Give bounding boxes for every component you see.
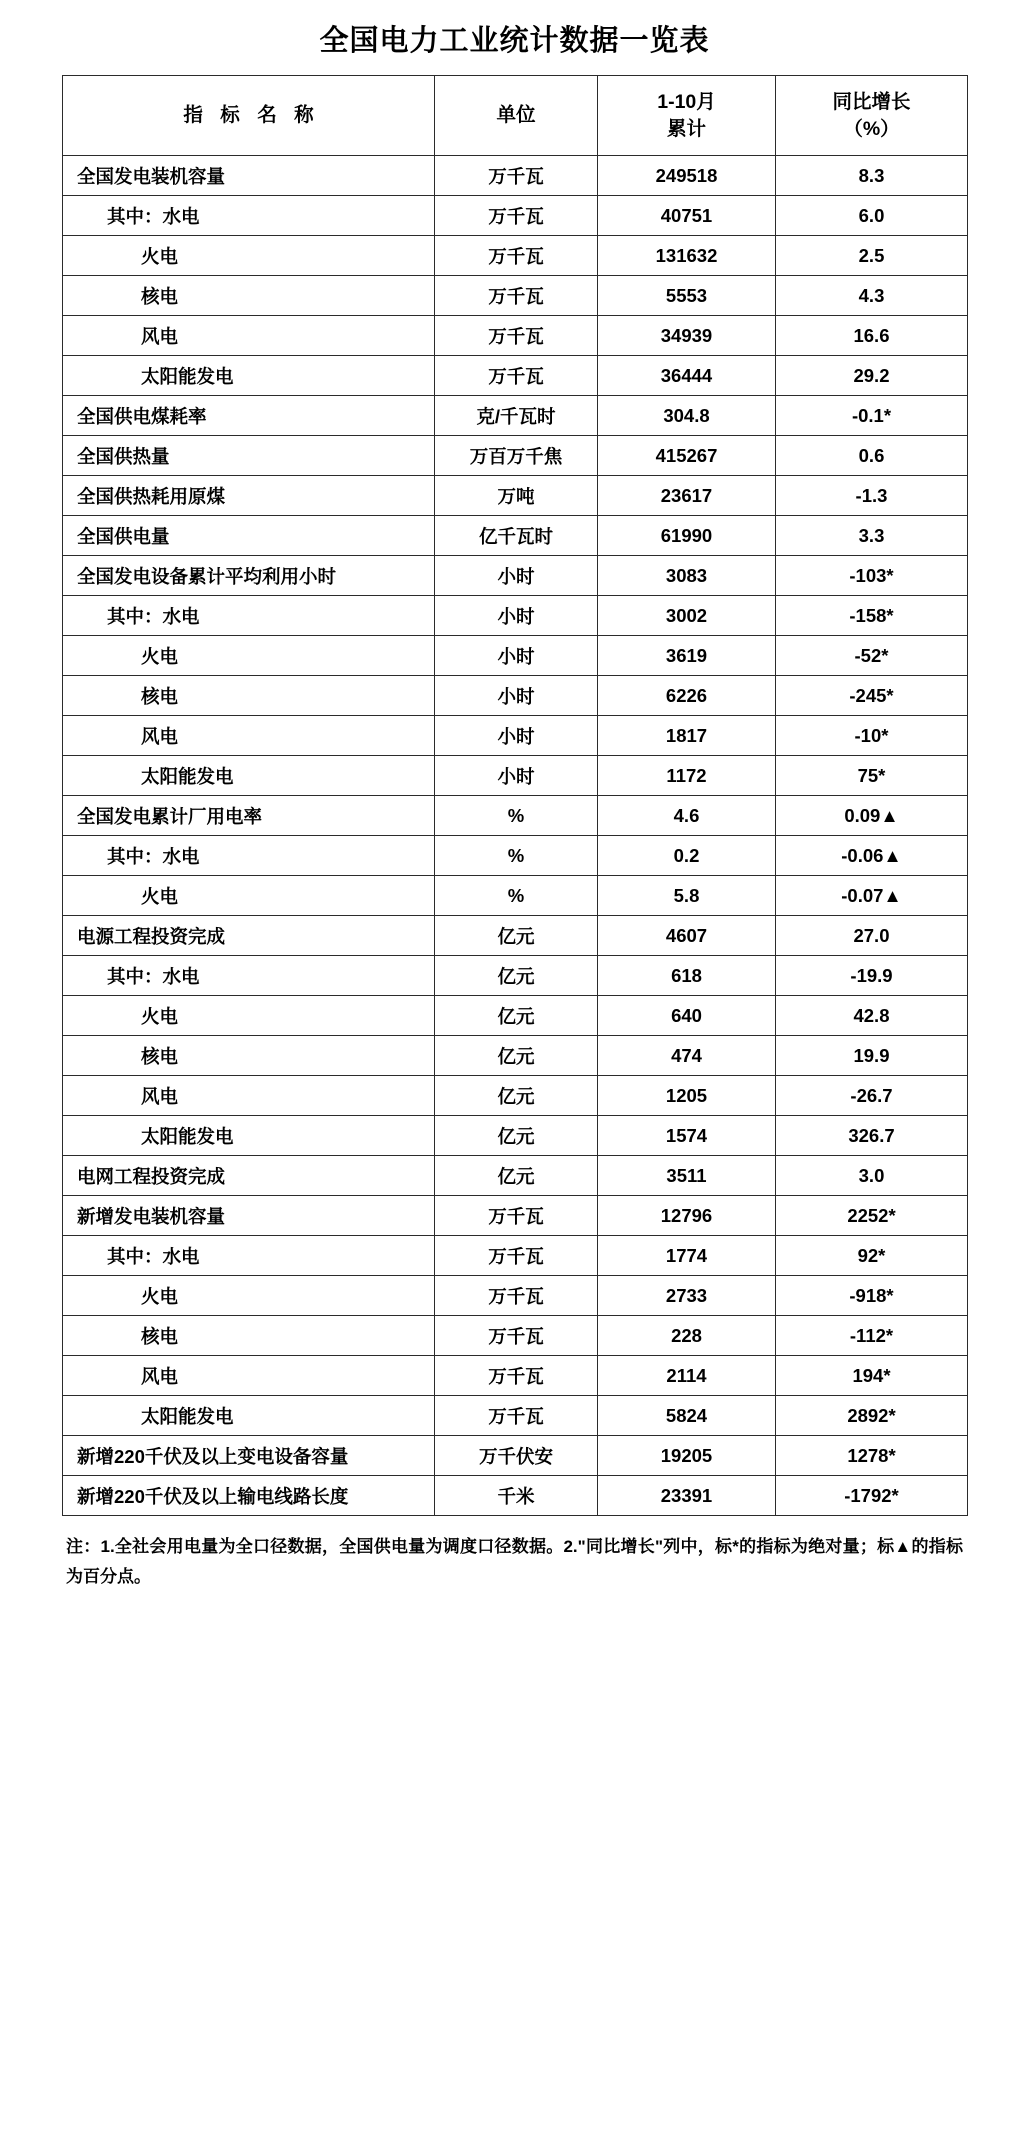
cell-yoy: -0.06▲ [776, 836, 968, 876]
cell-yoy: 3.0 [776, 1156, 968, 1196]
table-row [63, 716, 968, 756]
cell-value: 4607 [598, 916, 776, 956]
table-header [63, 76, 968, 156]
cell-value: 1574 [598, 1116, 776, 1156]
column-header-yoy-line1: 同比增长 [832, 91, 911, 114]
cell-value: 3002 [598, 596, 776, 636]
cell-indicator-name: 全国发电累计厂用电率 [63, 796, 435, 836]
table-row [63, 1196, 968, 1236]
cell-value: 34939 [598, 316, 776, 356]
cell-unit: 万千瓦 [435, 316, 598, 356]
cell-yoy: 4.3 [776, 276, 968, 316]
cell-yoy: 92* [776, 1236, 968, 1276]
cell-indicator-name: 全国供电量 [63, 516, 435, 556]
cell-unit: 万千瓦 [435, 276, 598, 316]
cell-yoy: 42.8 [776, 996, 968, 1036]
cell-unit: 万千瓦 [435, 1196, 598, 1236]
cell-value: 23391 [598, 1476, 776, 1516]
cell-value: 249518 [598, 156, 776, 196]
cell-indicator-name: 全国供热量 [63, 436, 435, 476]
cell-indicator-name: 全国发电设备累计平均利用小时 [63, 556, 435, 596]
power-statistics-table [62, 75, 968, 1516]
cell-indicator-name: 风电 [63, 316, 435, 356]
cell-indicator-name: 新增220千伏及以上变电设备容量 [63, 1436, 435, 1476]
header-row [63, 76, 968, 156]
table-row [63, 1156, 968, 1196]
cell-unit: 万千瓦 [435, 356, 598, 396]
cell-value: 131632 [598, 236, 776, 276]
document-page [0, 18, 1029, 1616]
cell-yoy: 16.6 [776, 316, 968, 356]
cell-yoy: 3.3 [776, 516, 968, 556]
table-row [63, 1476, 968, 1516]
cell-value: 4.6 [598, 796, 776, 836]
table-row [63, 436, 968, 476]
cell-unit: 亿元 [435, 1076, 598, 1116]
table-row [63, 916, 968, 956]
table-row [63, 1076, 968, 1116]
cell-yoy: 8.3 [776, 156, 968, 196]
table-row [63, 1436, 968, 1476]
cell-unit: 亿元 [435, 1036, 598, 1076]
table-row [63, 1276, 968, 1316]
cell-value: 12796 [598, 1196, 776, 1236]
cell-yoy: -0.07▲ [776, 876, 968, 916]
cell-indicator-name: 风电 [63, 716, 435, 756]
cell-value: 5.8 [598, 876, 776, 916]
cell-indicator-name: 核电 [63, 276, 435, 316]
cell-unit: 万千伏安 [435, 1436, 598, 1476]
cell-value: 1774 [598, 1236, 776, 1276]
cell-value: 228 [598, 1316, 776, 1356]
table-row [63, 876, 968, 916]
cell-yoy: -158* [776, 596, 968, 636]
column-header-value-line2: 累计 [666, 117, 706, 140]
table-row [63, 1356, 968, 1396]
column-header-unit: 单位 [435, 76, 598, 156]
cell-unit: 小时 [435, 756, 598, 796]
cell-indicator-name: 其中：水电 [63, 1236, 435, 1276]
cell-value: 2114 [598, 1356, 776, 1396]
cell-value: 2733 [598, 1276, 776, 1316]
column-header-indicator: 指 标 名 称 [63, 76, 435, 156]
table-row [63, 356, 968, 396]
table-body [63, 156, 968, 1516]
table-row [63, 996, 968, 1036]
cell-value: 3619 [598, 636, 776, 676]
cell-indicator-name: 电源工程投资完成 [63, 916, 435, 956]
cell-yoy: -10* [776, 716, 968, 756]
cell-indicator-name: 太阳能发电 [63, 356, 435, 396]
table-row [63, 676, 968, 716]
cell-value: 474 [598, 1036, 776, 1076]
column-header-value [598, 76, 776, 156]
cell-yoy: -245* [776, 676, 968, 716]
cell-yoy: 0.09▲ [776, 796, 968, 836]
table-row [63, 1396, 968, 1436]
cell-value: 304.8 [598, 396, 776, 436]
cell-value: 23617 [598, 476, 776, 516]
cell-indicator-name: 新增220千伏及以上输电线路长度 [63, 1476, 435, 1516]
cell-value: 3083 [598, 556, 776, 596]
cell-indicator-name: 太阳能发电 [63, 1396, 435, 1436]
cell-yoy: 75* [776, 756, 968, 796]
table-row [63, 1316, 968, 1356]
cell-indicator-name: 电网工程投资完成 [63, 1156, 435, 1196]
table-row [63, 276, 968, 316]
cell-yoy: -918* [776, 1276, 968, 1316]
cell-value: 36444 [598, 356, 776, 396]
cell-yoy: -0.1* [776, 396, 968, 436]
cell-value: 1817 [598, 716, 776, 756]
cell-indicator-name: 其中：水电 [63, 836, 435, 876]
cell-value: 415267 [598, 436, 776, 476]
cell-unit: 万千瓦 [435, 236, 598, 276]
cell-indicator-name: 火电 [63, 636, 435, 676]
cell-yoy: -1792* [776, 1476, 968, 1516]
cell-unit: 万千瓦 [435, 156, 598, 196]
column-header-yoy [776, 76, 968, 156]
cell-unit: 小时 [435, 556, 598, 596]
cell-unit: 万千瓦 [435, 1276, 598, 1316]
cell-yoy: -52* [776, 636, 968, 676]
table-row [63, 556, 968, 596]
cell-indicator-name: 其中：水电 [63, 196, 435, 236]
cell-yoy: 2892* [776, 1396, 968, 1436]
cell-indicator-name: 风电 [63, 1356, 435, 1396]
cell-unit: 万百万千焦 [435, 436, 598, 476]
cell-value: 40751 [598, 196, 776, 236]
cell-value: 3511 [598, 1156, 776, 1196]
cell-indicator-name: 新增发电装机容量 [63, 1196, 435, 1236]
page-title: 全国电力工业统计数据一览表 [319, 25, 710, 57]
cell-yoy: 19.9 [776, 1036, 968, 1076]
cell-yoy: 326.7 [776, 1116, 968, 1156]
table-row [63, 396, 968, 436]
cell-value: 6226 [598, 676, 776, 716]
cell-unit: 千米 [435, 1476, 598, 1516]
cell-indicator-name: 核电 [63, 676, 435, 716]
cell-yoy: 29.2 [776, 356, 968, 396]
table-row [63, 796, 968, 836]
cell-yoy: 6.0 [776, 196, 968, 236]
cell-value: 5553 [598, 276, 776, 316]
cell-unit: 亿元 [435, 1156, 598, 1196]
cell-unit: 克/千瓦时 [435, 396, 598, 436]
cell-value: 5824 [598, 1396, 776, 1436]
cell-yoy: 2252* [776, 1196, 968, 1236]
table-row [63, 1116, 968, 1156]
table-row [63, 516, 968, 556]
cell-indicator-name: 全国发电装机容量 [63, 156, 435, 196]
table-row [63, 836, 968, 876]
cell-indicator-name: 核电 [63, 1036, 435, 1076]
cell-yoy: 194* [776, 1356, 968, 1396]
cell-indicator-name: 核电 [63, 1316, 435, 1356]
cell-value: 1172 [598, 756, 776, 796]
table-row [63, 316, 968, 356]
cell-yoy: 1278* [776, 1436, 968, 1476]
cell-unit: 亿元 [435, 916, 598, 956]
cell-yoy: 27.0 [776, 916, 968, 956]
cell-unit: 亿千瓦时 [435, 516, 598, 556]
cell-unit: 万千瓦 [435, 1316, 598, 1356]
cell-yoy: 0.6 [776, 436, 968, 476]
cell-indicator-name: 全国供热耗用原煤 [63, 476, 435, 516]
table-row [63, 236, 968, 276]
cell-unit: 万千瓦 [435, 196, 598, 236]
cell-unit: 亿元 [435, 996, 598, 1036]
cell-indicator-name: 风电 [63, 1076, 435, 1116]
cell-yoy: -26.7 [776, 1076, 968, 1116]
table-row [63, 596, 968, 636]
table-row [63, 756, 968, 796]
table-container [0, 75, 1029, 1516]
cell-unit: 小时 [435, 636, 598, 676]
cell-indicator-name: 全国供电煤耗率 [63, 396, 435, 436]
cell-indicator-name: 火电 [63, 1276, 435, 1316]
cell-value: 1205 [598, 1076, 776, 1116]
cell-unit: 亿元 [435, 956, 598, 996]
cell-yoy: -112* [776, 1316, 968, 1356]
cell-unit: 小时 [435, 676, 598, 716]
cell-yoy: -1.3 [776, 476, 968, 516]
cell-value: 61990 [598, 516, 776, 556]
cell-value: 19205 [598, 1436, 776, 1476]
table-row [63, 1236, 968, 1276]
cell-indicator-name: 其中：水电 [63, 956, 435, 996]
cell-unit: 小时 [435, 596, 598, 636]
table-footnote: 注：1.全社会用电量为全口径数据，全国供电量为调度口径数据。2."同比增长"列中，标*的指标为绝对量；标▲的指标为百分点。 [66, 1537, 963, 1586]
cell-unit: 万千瓦 [435, 1356, 598, 1396]
cell-indicator-name: 太阳能发电 [63, 756, 435, 796]
cell-value: 618 [598, 956, 776, 996]
cell-unit: % [435, 836, 598, 876]
cell-yoy: 2.5 [776, 236, 968, 276]
column-header-yoy-line2: （%） [843, 117, 900, 140]
cell-value: 640 [598, 996, 776, 1036]
cell-unit: 小时 [435, 716, 598, 756]
cell-unit: 亿元 [435, 1116, 598, 1156]
table-row [63, 1036, 968, 1076]
cell-unit: % [435, 876, 598, 916]
cell-yoy: -19.9 [776, 956, 968, 996]
table-row [63, 196, 968, 236]
table-row [63, 476, 968, 516]
cell-unit: % [435, 796, 598, 836]
cell-indicator-name: 太阳能发电 [63, 1116, 435, 1156]
table-row [63, 636, 968, 676]
cell-unit: 万吨 [435, 476, 598, 516]
table-row [63, 956, 968, 996]
cell-indicator-name: 火电 [63, 236, 435, 276]
cell-value: 0.2 [598, 836, 776, 876]
cell-indicator-name: 火电 [63, 876, 435, 916]
column-header-value-line1: 1-10月 [657, 91, 716, 114]
cell-unit: 万千瓦 [435, 1396, 598, 1436]
cell-yoy: -103* [776, 556, 968, 596]
cell-indicator-name: 其中：水电 [63, 596, 435, 636]
table-row [63, 156, 968, 196]
cell-indicator-name: 火电 [63, 996, 435, 1036]
cell-unit: 万千瓦 [435, 1236, 598, 1276]
